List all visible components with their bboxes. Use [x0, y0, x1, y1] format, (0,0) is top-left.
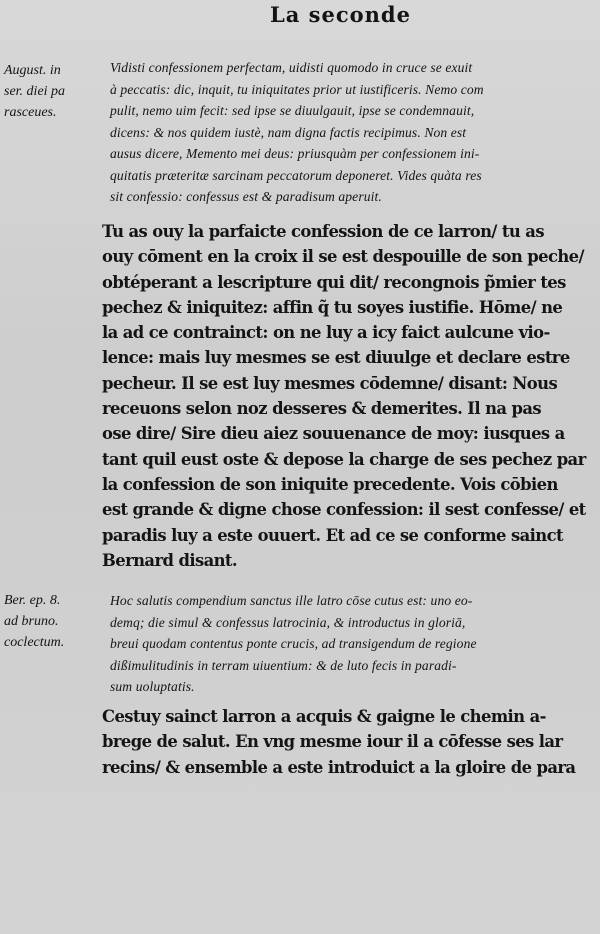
margin-note-line: August. in: [4, 63, 61, 78]
margin-note-line: ad bruno.: [4, 614, 59, 629]
latin-passage-augustine: [110, 57, 562, 208]
french-line: obtéperant a lescripture qui dit/ recongnois p̃mier tes: [102, 272, 566, 292]
french-line: pechez & iniquitez: affin q̃ tu soyes iustifie. Hōme/ ne: [102, 297, 563, 317]
latin-line: sit confessio: confessus est & paradisum aperuit.: [110, 189, 382, 204]
margin-note-line: Ber. ep. 8.: [4, 593, 61, 608]
latin-line: Vidisti confessionem perfectam, uidisti quomodo in cruce se exuit: [110, 60, 473, 75]
latin-line: dißimulitudinis in terram uiuentium: & de luto fecis in paradi-: [110, 657, 457, 673]
french-line: receuons selon noz desseres & demerites. Il na pas: [102, 399, 542, 419]
latin-line: Hoc salutis compendium sanctus ille latro cōse cutus est: uno eo-: [110, 593, 473, 608]
margin-note-line: ser. diei pa: [4, 84, 66, 99]
french-line: est grande & digne chose confession: il sest confesse/ et: [102, 500, 586, 520]
latin-line: pulit, nemo uim fecit: sed ipse se diuulgauit, ipse se condemnauit,: [110, 103, 475, 118]
margin-note-augustine: [4, 60, 112, 123]
french-line: paradis luy a este ouuert. Et ad ce se conforme sainct: [102, 525, 563, 545]
margin-note-bernard: [4, 590, 112, 653]
french-line: pecheur. Il se est luy mesmes cōdemne/ disant: Nous: [102, 373, 558, 393]
latin-line: ausus dicere, Memento mei deus: priusquàm per confessionem ini-: [110, 146, 480, 161]
french-line: recins/ & ensemble a este introduict a la gloire de para: [102, 757, 576, 777]
french-line: ose dire/ Sire dieu aiez souuenance de moy: iusques a: [102, 424, 565, 444]
french-line: la ad ce contrainct: on ne luy a icy faict aulcune vio-: [102, 323, 550, 343]
french-line: tant quil eust oste & depose la charge de ses pechez par: [102, 449, 586, 469]
latin-line: dicens: & nos quidem iustè, nam digna factis recipimus. Non est: [110, 124, 467, 140]
french-passage-conclusion: [102, 704, 576, 780]
latin-line: demq; die simul & confessus latrocinia, & introductus in gloriā,: [110, 614, 466, 630]
running-title: La seconde: [270, 2, 411, 27]
french-passage-translation: [102, 219, 586, 573]
french-line: ouy cōment en la croix il se est despouille de son peche/: [102, 247, 584, 267]
french-line: Cestuy sainct larron a acquis & gaigne le chemin a-: [102, 707, 546, 726]
latin-line: à peccatis: dic, inquit, tu iniquitates prior ut iustificeris. Nemo com: [110, 81, 484, 97]
latin-line: sum uoluptatis.: [110, 679, 195, 694]
latin-passage-bernard: [110, 590, 562, 698]
french-line: la confession de son iniquite precedente. Vois cōbien: [102, 474, 558, 494]
latin-line: breui quodam contentus ponte crucis, ad transigendum de regione: [110, 636, 477, 651]
margin-note-line: coclectum.: [4, 635, 65, 650]
latin-line: quitatis præteritæ sarcinam peccatorum deponeret. Vides quàta res: [110, 167, 482, 183]
french-line: Bernard disant.: [102, 550, 237, 570]
french-line: brege de salut. En vng mesme iour il a cōfesse ses lar: [102, 732, 563, 752]
french-line: Tu as ouy la parfaicte confession de ce larron/ tu as: [102, 222, 544, 241]
french-line: lence: mais luy mesmes se est diuulge et declare estre: [102, 348, 570, 368]
margin-note-line: rasceues.: [4, 105, 57, 120]
